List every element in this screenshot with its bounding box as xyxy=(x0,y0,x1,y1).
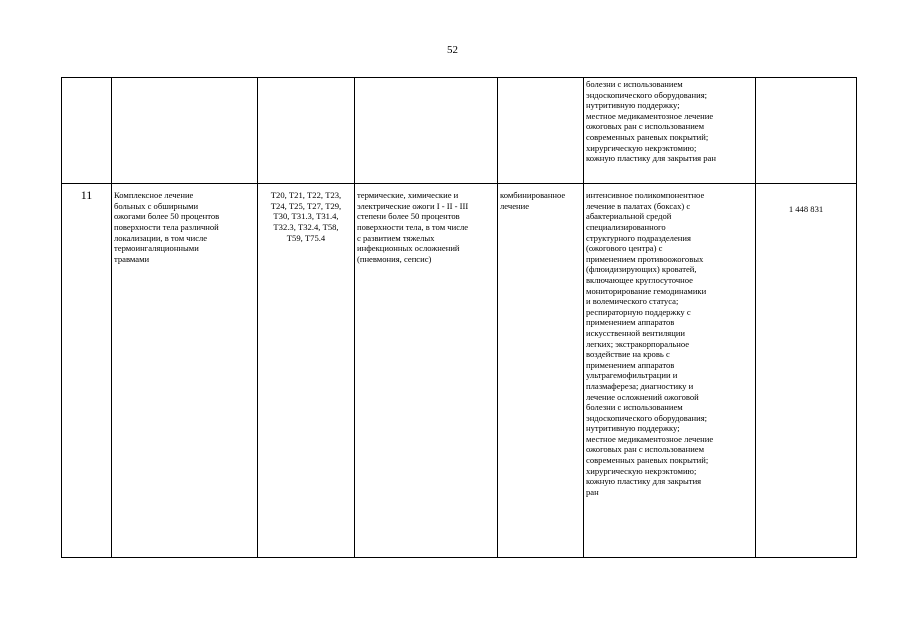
cell-method: болезни с использованием эндоскопического оборудования; нутритивную поддержку; местное медикаментозное лечение ожоговых ран с использованием современных раневых покрытий; хирургическую некрэктомию; кожную пластику для закрытия ран xyxy=(584,78,756,184)
medical-care-table xyxy=(61,77,857,558)
cell-codes xyxy=(258,78,355,184)
cell-number: 11 xyxy=(62,184,112,558)
page-number: 52 xyxy=(447,44,458,56)
cell-number xyxy=(62,78,112,184)
cell-treatment-type xyxy=(498,78,584,184)
table-row-11 xyxy=(62,184,857,558)
cell-name xyxy=(112,78,258,184)
cell-patient-model: термические, химические и электрические ожоги I - II - III степени более 50 процентов поверхности тела, в том числе с развитием тяжелых инфекционных осложнений (пневмония, сепсис) xyxy=(355,184,498,558)
cell-treatment-type: комбинированное лечение xyxy=(498,184,584,558)
table-row-continuation xyxy=(62,78,857,184)
cell-method: интенсивное поликомпонентное лечение в палатах (боксах) с абактериальной средой специализированного структурного подразделения (ожогового центра) с применением противоожоговых (флюидизирующих) кроватей, включающее круглосуточное мониторирование гемодинамики и волемического статуса; респираторную поддержку с применением аппаратов искусственной вентиляции легких; экстракорпоральное воздействие на кровь с применением аппаратов ультрагемофильтрации и плазмафереза; диагностику и лечение осложнений ожоговой болезни с использованием эндоскопического оборудования; нутритивную поддержку; местное медикаментозное лечение ожоговых ран с использованием современных раневых покрытий; хирургическую некрэктомию; кожную пластику для закрытия ран xyxy=(584,184,756,558)
cell-codes: Т20, Т21, Т22, Т23, Т24, Т25, Т27, Т29, Т30, Т31.3, Т31.4, Т32.3, Т32.4, Т58, Т59, Т75.4 xyxy=(258,184,355,558)
cell-name: Комплексное лечение больных с обширными ожогами более 50 процентов поверхности тела различной локализации, в том числе термоингаляционными травмами xyxy=(112,184,258,558)
cell-patient-model xyxy=(355,78,498,184)
cell-price: 1 448 831 xyxy=(756,184,857,558)
cell-price xyxy=(756,78,857,184)
